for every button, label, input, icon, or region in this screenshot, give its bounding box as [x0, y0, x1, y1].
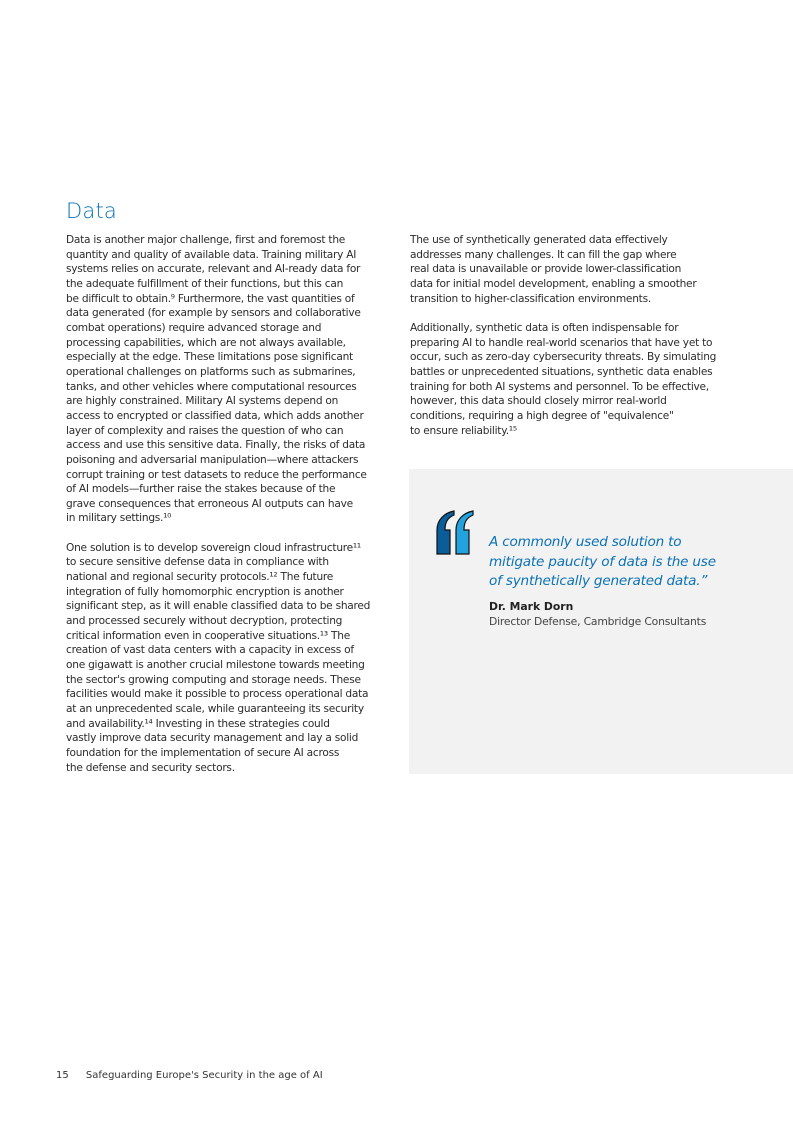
text-line: to secure sensitive defense data in compliance with	[66, 556, 329, 569]
text-line: Additionally, synthetic data is often indispensable for	[410, 321, 679, 334]
text-line: data generated (for example by sensors and collaborative	[66, 307, 361, 320]
left-column	[66, 233, 370, 790]
text-line: The use of synthetically generated data effectively	[410, 234, 668, 246]
pull-quote-text	[489, 533, 716, 592]
text-line: access to encrypted or classified data, which adds another	[66, 409, 364, 422]
text-line: integration of fully homomorphic encryption is another	[66, 585, 344, 598]
paragraph	[410, 233, 716, 306]
text-line: addresses many challenges. It can fill the gap where	[410, 248, 677, 261]
quote-author-role: Director Defense, Cambridge Consultants	[489, 615, 707, 628]
text-line: occur, such as zero-day cybersecurity threats. By simulating	[410, 351, 717, 364]
text-line: significant step, as it will enable classified data to be shared	[66, 600, 371, 613]
text-line: foundation for the implementation of secure AI across	[66, 746, 340, 759]
text-line: systems relies on accurate, relevant and AI-ready data for	[66, 263, 361, 276]
text-line: operational challenges on platforms such as submarines,	[66, 365, 356, 378]
page-footer	[56, 1070, 323, 1081]
text-line: be difficult to obtain.⁹ Furthermore, the vast quantities of	[66, 292, 355, 305]
text-line: data for initial model development, enabling a smoother	[410, 277, 697, 290]
text-line: quantity and quality of available data. Training military AI	[66, 248, 357, 261]
text-line: processing capabilities, which are not always available,	[66, 336, 346, 349]
text-line: combat operations) require advanced storage and	[66, 321, 322, 334]
text-line: creation of vast data centers with a capacity in excess of	[66, 644, 354, 657]
text-line: battles or unprecedented situations, synthetic data enables	[410, 365, 713, 378]
text-line: conditions, requiring a high degree of "equivalence"	[410, 409, 674, 422]
text-line: especially at the edge. These limitations pose significant	[66, 351, 353, 364]
text-line: facilities would make it possible to process operational data	[66, 688, 369, 701]
paragraph	[66, 233, 370, 526]
text-line: one gigawatt is another crucial milestone towards meeting	[66, 659, 365, 672]
section-title: Data	[66, 199, 117, 224]
paragraph	[410, 321, 716, 438]
text-line: One solution is to develop sovereign cloud infrastructure¹¹	[66, 541, 361, 554]
quote-line: A commonly used solution to	[489, 534, 682, 550]
paragraph	[66, 541, 370, 776]
text-line: training for both AI systems and personnel. To be effective,	[410, 380, 709, 393]
quote-author: Dr. Mark Dorn	[489, 600, 574, 613]
text-line: tanks, and other vehicles where computational resources	[66, 380, 357, 393]
right-column	[410, 233, 716, 453]
text-line: and processed securely without decryption, protecting	[66, 615, 343, 628]
quote-line: of synthetically generated data.”	[489, 573, 708, 589]
text-line: Data is another major challenge, first and foremost the	[66, 234, 346, 246]
text-line: corrupt training or test datasets to reduce the performance	[66, 468, 367, 481]
quote-line: mitigate paucity of data is the use	[489, 553, 716, 570]
text-line: access and use this sensitive data. Finally, the risks of data	[66, 439, 366, 452]
page-number: 15	[56, 1070, 69, 1081]
text-line: preparing AI to handle real-world scenarios that have yet to	[410, 336, 713, 349]
text-line: to ensure reliability.¹⁵	[410, 424, 517, 437]
text-line: in military settings.¹⁰	[66, 512, 172, 525]
text-line: real data is unavailable or provide lower-classification	[410, 263, 682, 276]
text-line: layer of complexity and raises the question of who can	[66, 424, 344, 437]
text-line: national and regional security protocols.¹² The future	[66, 571, 334, 584]
text-line: grave consequences that erroneous AI outputs can have	[66, 497, 353, 510]
text-line: the defense and security sectors.	[66, 761, 235, 774]
text-line: vastly improve data security management and lay a solid	[66, 732, 359, 745]
text-line: of AI models—further raise the stakes because of the	[66, 483, 336, 496]
quotation-mark-icon	[434, 510, 476, 558]
text-line: the adequate fulfillment of their functions, but this can	[66, 277, 344, 290]
text-line: critical information even in cooperative situations.¹³ The	[66, 629, 350, 642]
text-line: at an unprecedented scale, while guaranteeing its security	[66, 702, 364, 715]
text-line: are highly constrained. Military AI systems depend on	[66, 395, 339, 408]
text-line: however, this data should closely mirror real-world	[410, 395, 667, 408]
publication-title: Safeguarding Europe's Security in the age of AI	[85, 1070, 323, 1081]
text-line: poisoning and adversarial manipulation—where attackers	[66, 453, 359, 466]
text-line: transition to higher-classification environments.	[410, 292, 651, 305]
text-line: and availability.¹⁴ Investing in these strategies could	[66, 717, 330, 730]
text-line: the sector's growing computing and storage needs. These	[66, 673, 361, 686]
